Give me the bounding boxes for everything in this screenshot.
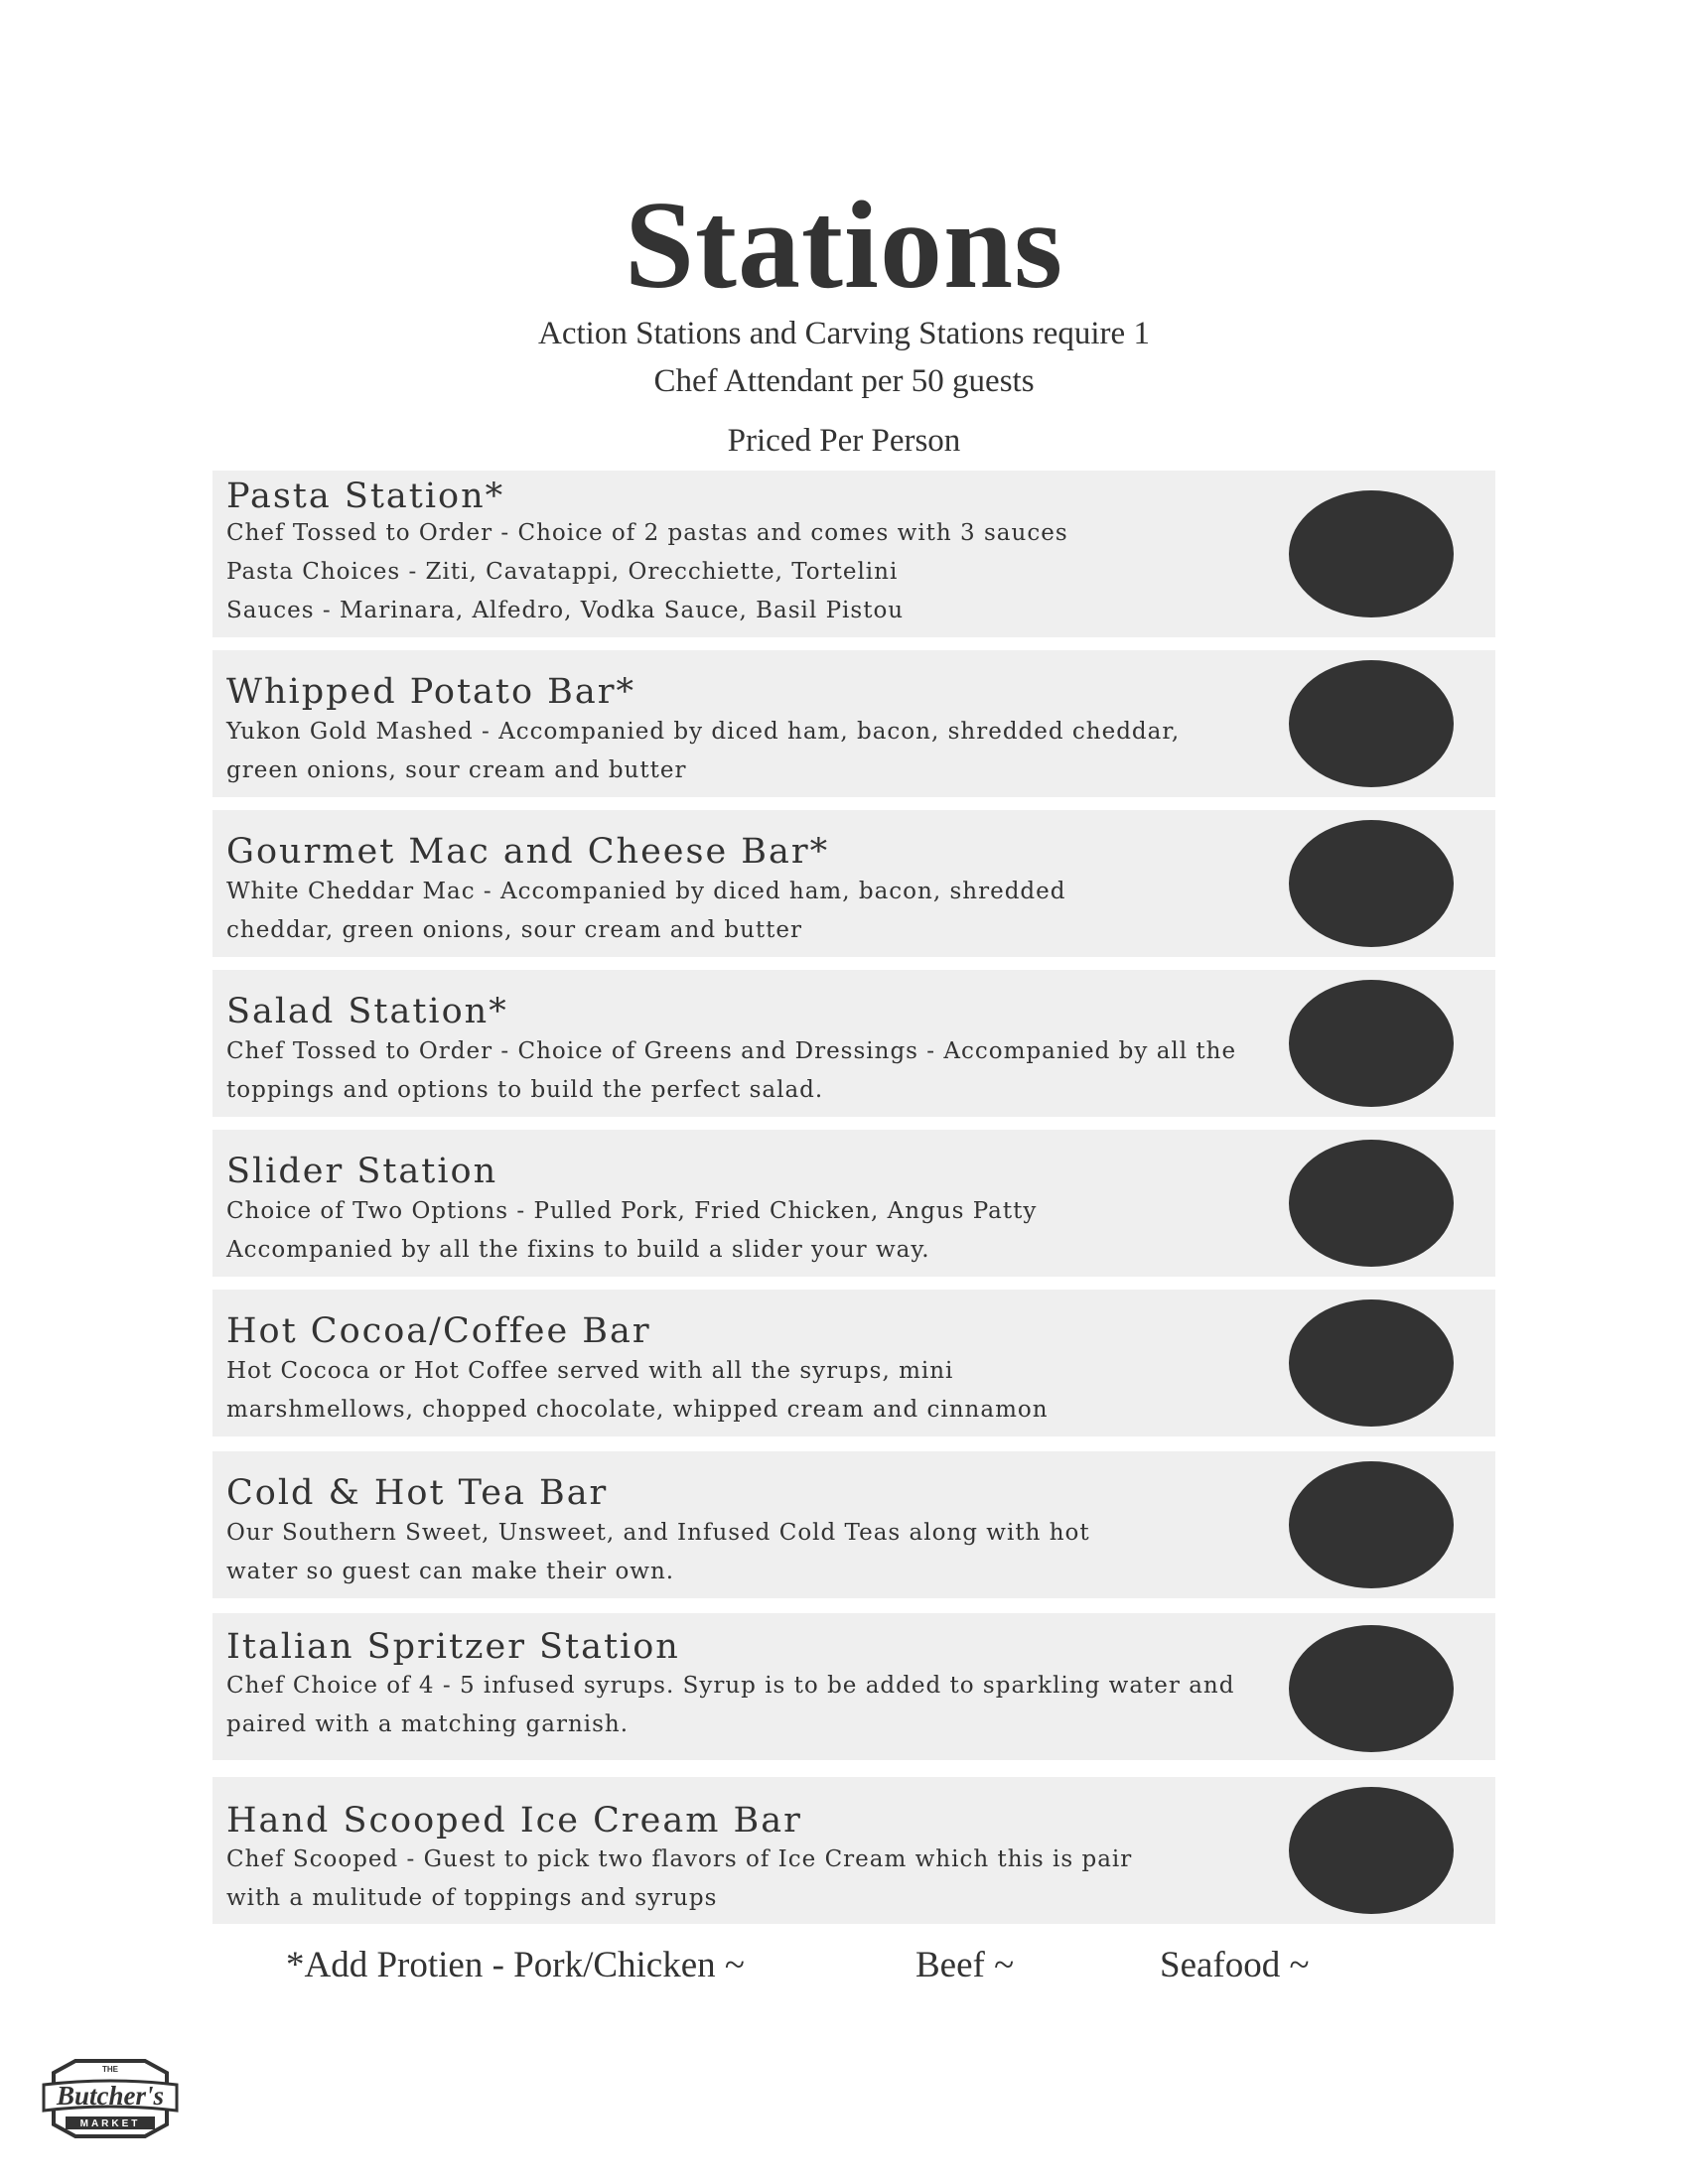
butchers-market-logo bbox=[36, 2055, 185, 2148]
station-name: Hot Cocoa/Coffee Bar bbox=[226, 1311, 651, 1351]
logo-butchers: Butcher's bbox=[56, 2081, 165, 2111]
station-pasta bbox=[212, 471, 1495, 637]
station-description-line: Our Southern Sweet, Unsweet, and Infused Cold Teas along with hot bbox=[226, 1520, 1090, 1546]
station-name: Salad Station* bbox=[226, 992, 508, 1031]
attendant-note-line-2: Chef Attendant per 50 guests bbox=[653, 363, 1035, 399]
pricing-note: Priced Per Person bbox=[727, 423, 961, 459]
price-placeholder-dot bbox=[1289, 1625, 1454, 1752]
station-description-line: marshmellows, chopped chocolate, whipped cream and cinnamon bbox=[226, 1397, 1049, 1423]
price-placeholder-dot bbox=[1289, 1299, 1454, 1427]
station-name: Cold & Hot Tea Bar bbox=[226, 1473, 609, 1513]
station-description-line: Hot Cococa or Hot Coffee served with all the syrups, mini bbox=[226, 1358, 954, 1384]
page-title: Stations bbox=[624, 177, 1064, 315]
station-name: Hand Scooped Ice Cream Bar bbox=[226, 1801, 802, 1841]
station-description-line: White Cheddar Mac - Accompanied by diced ham, bacon, shredded bbox=[226, 879, 1066, 904]
price-placeholder-dot bbox=[1289, 1140, 1454, 1267]
station-description-line: Chef Tossed to Order - Choice of Greens and Dressings - Accompanied by all the bbox=[226, 1038, 1237, 1064]
attendant-note-line-1: Action Stations and Carving Stations require 1 bbox=[538, 316, 1150, 351]
station-description-line: Chef Scooped - Guest to pick two flavors of Ice Cream which this is pair bbox=[226, 1846, 1133, 1872]
price-placeholder-dot bbox=[1289, 980, 1454, 1107]
price-placeholder-dot bbox=[1289, 660, 1454, 787]
station-name: Italian Spritzer Station bbox=[226, 1627, 680, 1667]
station-name: Slider Station bbox=[226, 1152, 498, 1191]
station-description-line: Chef Choice of 4 - 5 infused syrups. Syrup is to be added to sparkling water and bbox=[226, 1673, 1235, 1699]
station-hot-cocoa-coffee bbox=[212, 1290, 1495, 1436]
station-salad bbox=[212, 970, 1495, 1117]
price-placeholder-dot bbox=[1289, 1787, 1454, 1914]
station-name: Gourmet Mac and Cheese Bar* bbox=[226, 832, 830, 872]
station-description-line: toppings and options to build the perfect salad. bbox=[226, 1077, 824, 1103]
station-slider bbox=[212, 1130, 1495, 1277]
station-description-line: Accompanied by all the fixins to build a slider your way. bbox=[226, 1237, 930, 1263]
station-name: Whipped Potato Bar* bbox=[226, 672, 635, 712]
price-placeholder-dot bbox=[1289, 820, 1454, 947]
station-tea-bar bbox=[212, 1451, 1495, 1598]
station-description-line: Sauces - Marinara, Alfedro, Vodka Sauce, Basil Pistou bbox=[226, 598, 905, 623]
addon-beef: Beef ~ bbox=[915, 1945, 1015, 1985]
price-placeholder-dot bbox=[1289, 490, 1454, 617]
station-description-line: with a mulitude of toppings and syrups bbox=[226, 1885, 718, 1911]
addon-seafood: Seafood ~ bbox=[1160, 1945, 1310, 1985]
logo-badge bbox=[36, 2055, 185, 2144]
station-description-line: Yukon Gold Mashed - Accompanied by diced ham, bacon, shredded cheddar, bbox=[226, 719, 1181, 745]
station-description-line: water so guest can make their own. bbox=[226, 1559, 675, 1584]
logo-market: MARKET bbox=[79, 2118, 141, 2129]
station-description-line: green onions, sour cream and butter bbox=[226, 757, 687, 783]
price-placeholder-dot bbox=[1289, 1461, 1454, 1588]
logo-the: THE bbox=[102, 2065, 118, 2074]
station-italian-spritzer bbox=[212, 1613, 1495, 1760]
station-description-line: cheddar, green onions, sour cream and butter bbox=[226, 917, 802, 943]
station-whipped-potato bbox=[212, 650, 1495, 797]
station-description-line: Choice of Two Options - Pulled Pork, Fried Chicken, Angus Patty bbox=[226, 1198, 1038, 1224]
addon-pork-chicken: *Add Protien - Pork/Chicken ~ bbox=[286, 1945, 745, 1985]
station-description-line: Pasta Choices - Ziti, Cavatappi, Orecchiette, Tortelini bbox=[226, 559, 899, 585]
station-ice-cream bbox=[212, 1777, 1495, 1924]
station-mac-and-cheese bbox=[212, 810, 1495, 957]
station-description-line: Chef Tossed to Order - Choice of 2 pastas and comes with 3 sauces bbox=[226, 520, 1068, 546]
station-name: Pasta Station* bbox=[226, 477, 505, 516]
station-description-line: paired with a matching garnish. bbox=[226, 1711, 630, 1737]
